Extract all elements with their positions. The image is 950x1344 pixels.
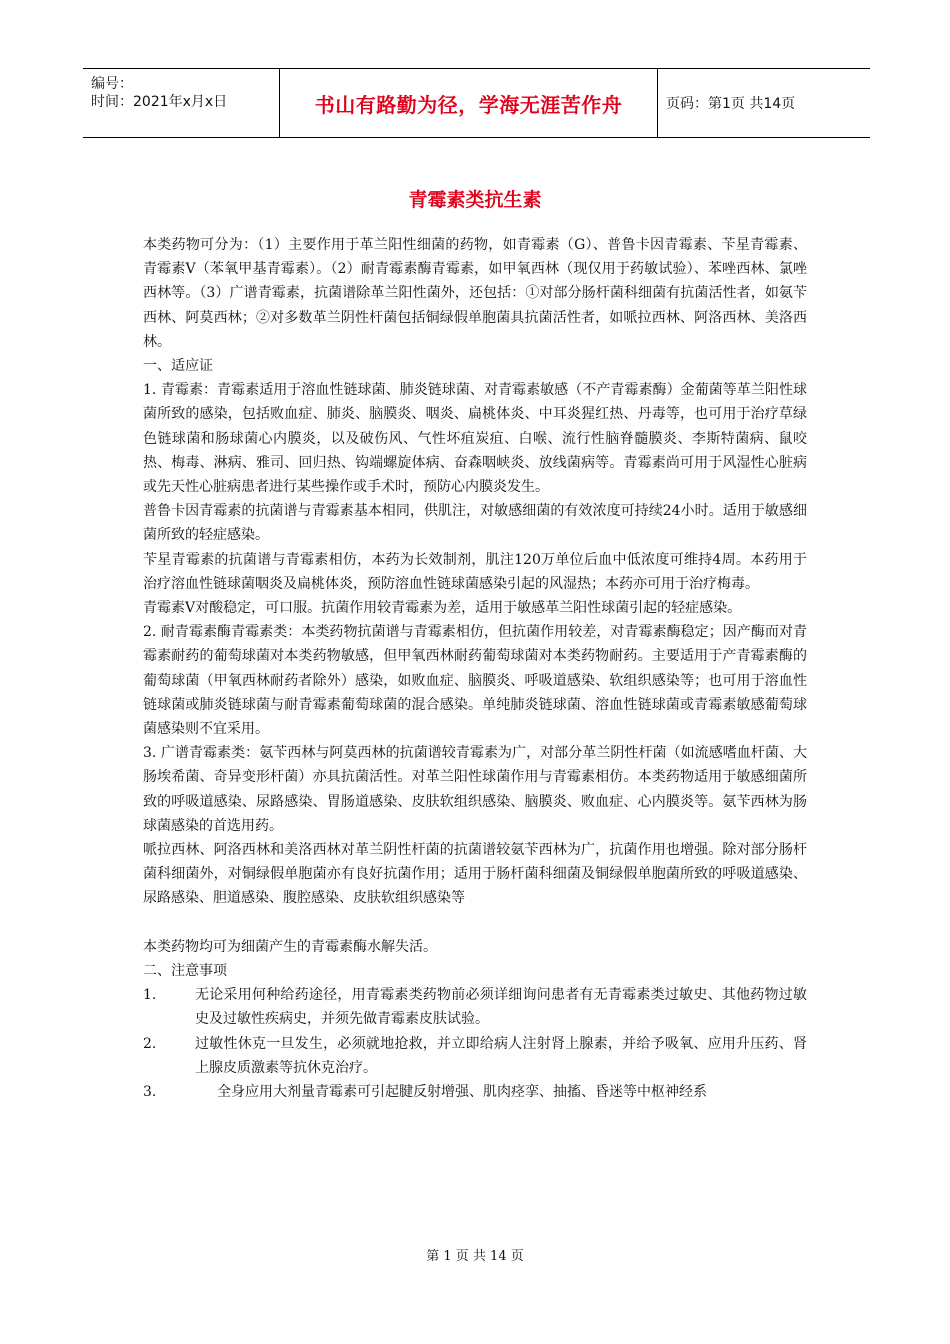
paragraph-penicillin: 1. 青霉素：青霉素适用于溶血性链球菌、肺炎链球菌、对青霉素敏感（不产青霉素酶）金葡菌等革兰阳性球菌所致的感染，包括败血症、肺炎、脑膜炎、咽炎、扁桃体炎、中耳炎猩红热、丹毒等，也可用于治疗草绿色链球菌和肠球菌心内膜炎，以及破伤风、气性坏疽炭疽、白喉、流行性脑脊髓膜炎、李斯特菌病、鼠咬热、梅毒、淋病、雅司、回归热、钩端螺旋体病、奋森咽峡炎、放线菌病等。青霉素尚可用于风湿性心脏病或先天性心脏病患者进行某些操作或手术时，预防心内膜炎发生。 <box>143 382 807 496</box>
precaution-number: 3. <box>143 1083 157 1100</box>
document-body <box>143 233 807 1104</box>
paragraph-penicillinase-resistant: 2. 耐青霉素酶青霉素类：本类药物抗菌谱与青霉素相仿，但抗菌作用较差，对青霉素酶稳定；因产酶而对青霉素耐药的葡萄球菌对本类药物敏感，但甲氧西林耐药葡萄球菌对本类药物耐药。主要适用于产青霉素酶的葡萄球菌（甲氧西林耐药者除外）感染，如败血症、脑膜炎、呼吸道感染、软组织感染等；也可用于溶血性链球菌或肺炎链球菌与耐青霉素葡萄球菌的混合感染。单纯肺炎链球菌、溶血性链球菌或青霉素敏感葡萄球菌感染则不宜采用。 <box>143 624 807 738</box>
document-time-label: 时间：2021年x月x日 <box>91 94 228 110</box>
precaution-item <box>143 983 807 1031</box>
header-motto: 书山有路勤为径，学海无涯苦作舟 <box>280 69 658 137</box>
precaution-number: 2. <box>143 1035 157 1052</box>
header-meta-cell <box>83 69 280 137</box>
paragraph-broad-spectrum: 3. 广谱青霉素类：氨苄西林与阿莫西林的抗菌谱较青霉素为广，对部分革兰阴性杆菌（如流感嗜血杆菌、大肠埃希菌、奇异变形杆菌）亦具抗菌活性。对革兰阳性球菌作用与青霉素相仿。本类药物适用于敏感细菌所致的呼吸道感染、尿路感染、胃肠道感染、皮肤软组织感染、脑膜炎、败血症、心内膜炎等。氨苄西林为肠球菌感染的首选用药。 <box>143 745 807 834</box>
paragraph-penicillinase-hydrolysis: 本类药物均可为细菌产生的青霉素酶水解失活。 <box>143 938 437 955</box>
section-heading-indications: 一、适应证 <box>143 358 213 375</box>
header-page-info: 页码：第1页 共14页 <box>666 96 796 112</box>
precaution-item <box>143 1032 807 1080</box>
precaution-text: 全身应用大剂量青霉素可引起腱反射增强、肌肉痉挛、抽搐、昏迷等中枢神经系 <box>217 1083 707 1100</box>
page-header <box>83 68 870 138</box>
paragraph-procaine-penicillin: 普鲁卡因青霉素的抗菌谱与青霉素基本相同，供肌注，对敏感细菌的有效浓度可持续24小时。适用于敏感细菌所致的轻症感染。 <box>143 503 807 544</box>
precaution-text: 无论采用何种给药途径，用青霉素类药物前必须详细询问患者有无青霉素类过敏史、其他药物过敏史及过敏性疾病史，并须先做青霉素皮肤试验。 <box>195 987 807 1028</box>
paragraph-piperacillin: 哌拉西林、阿洛西林和美洛西林对革兰阴性杆菌的抗菌谱较氨苄西林为广，抗菌作用也增强。除对部分肠杆菌科细菌外，对铜绿假单胞菌亦有良好抗菌作用；适用于肠杆菌科细菌及铜绿假单胞菌所致的呼吸道感染、尿路感染、胆道感染、腹腔感染、皮肤软组织感染等 <box>143 842 807 907</box>
paragraph-benzathine-penicillin: 苄星青霉素的抗菌谱与青霉素相仿，本药为长效制剂，肌注120万单位后血中低浓度可维持4周。本药用于治疗溶血性链球菌咽炎及扁桃体炎，预防溶血性链球菌感染引起的风湿热；本药亦可用于治疗梅毒。 <box>143 551 807 592</box>
paragraph-penicillin-v: 青霉素V对酸稳定，可口服。抗菌作用较青霉素为差，适用于敏感革兰阳性球菌引起的轻症感染。 <box>143 600 742 617</box>
document-title: 青霉素类抗生素 <box>408 189 542 211</box>
intro-paragraph: 本类药物可分为：（1）主要作用于革兰阳性细菌的药物，如青霉素（G）、普鲁卡因青霉素、苄星青霉素、青霉素V（苯氧甲基青霉素）。（2）耐青霉素酶青霉素，如甲氧西林（现仅用于药敏试验）、苯唑西林、氯唑西林等。（3）广谱青霉素，抗菌谱除革兰阳性菌外，还包括：①对部分肠杆菌科细菌有抗菌活性者，如氨苄西林、阿莫西林；②对多数革兰阴性杆菌包括铜绿假单胞菌具抗菌活性者，如哌拉西林、阿洛西林、美洛西林。 <box>143 237 807 350</box>
precaution-number: 1. <box>143 987 157 1004</box>
page-footer: 第 1 页 共 14 页 <box>426 1249 524 1264</box>
precaution-item <box>143 1080 807 1104</box>
section-heading-precautions: 二、注意事项 <box>143 962 227 979</box>
precaution-text: 过敏性休克一旦发生，必须就地抢救，并立即给病人注射肾上腺素，并给予吸氧、应用升压药、肾上腺皮质激素等抗休克治疗。 <box>195 1035 807 1076</box>
document-number-label: 编号： <box>91 76 133 92</box>
